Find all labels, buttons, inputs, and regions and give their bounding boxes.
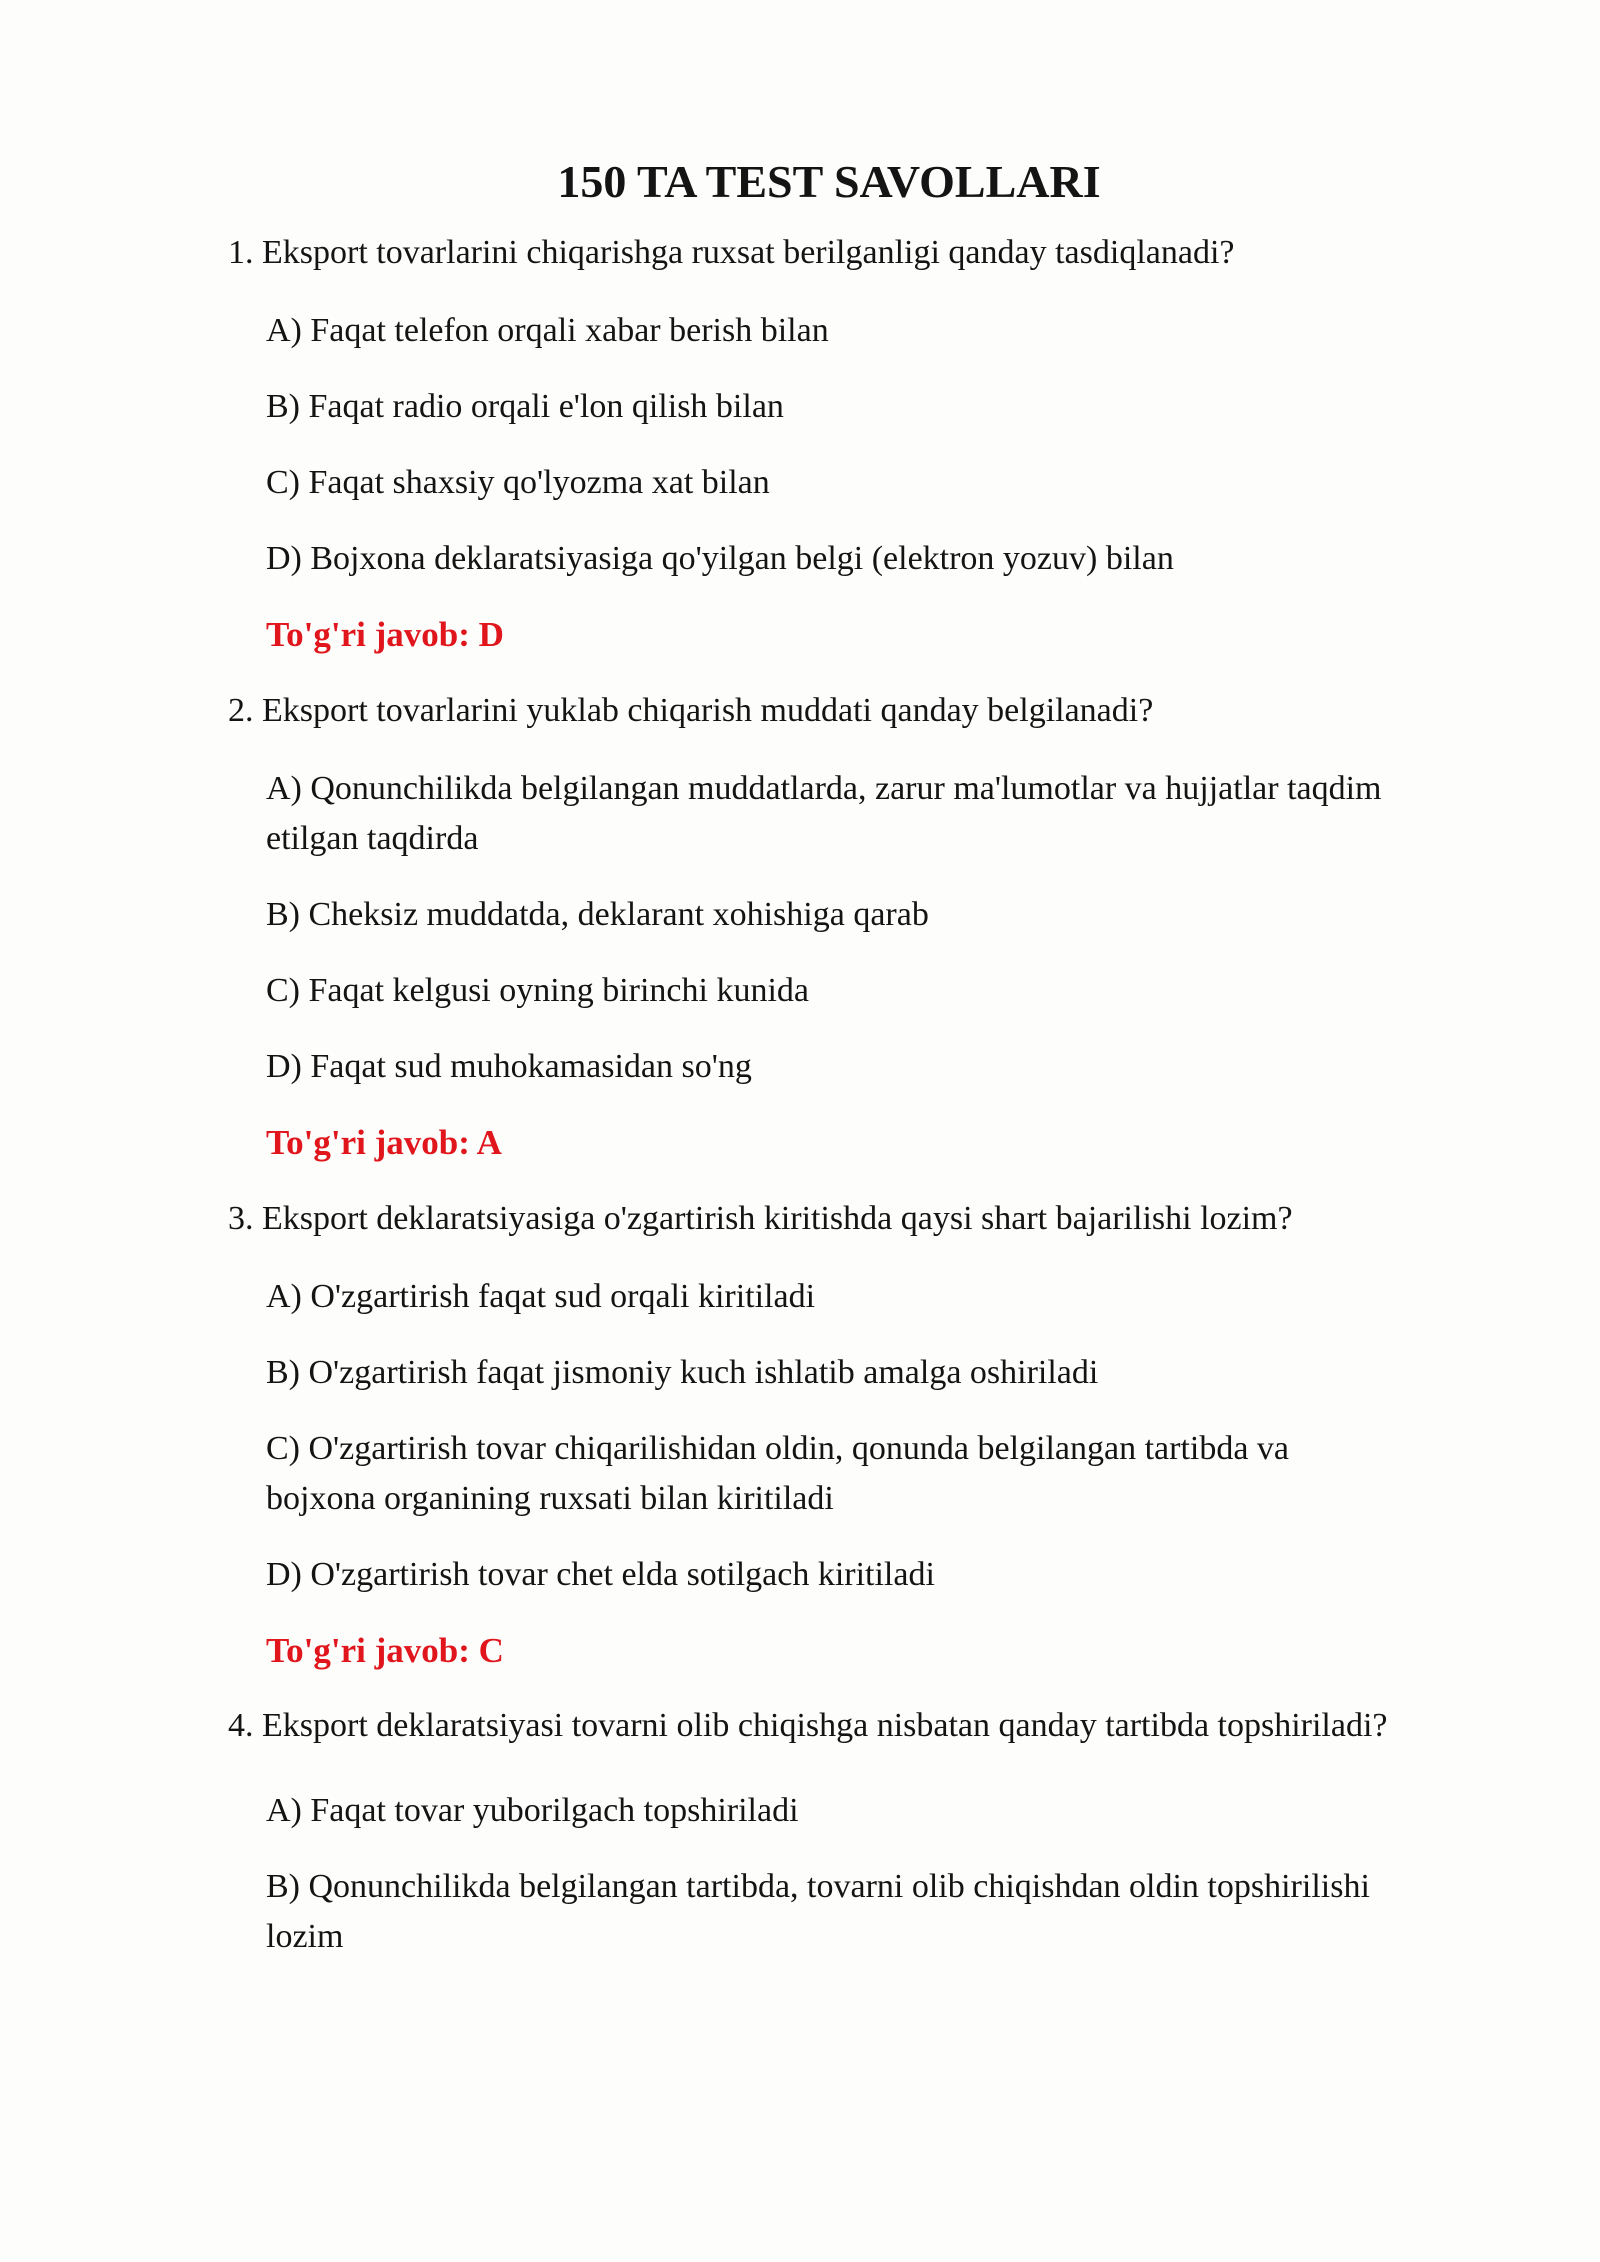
question-text: 2. Eksport tovarlarini yuklab chiqarish muddati qanday belgilanadi?	[228, 692, 1154, 729]
option-c: C) Faqat shaxsiy qo'lyozma xat bilan	[266, 464, 770, 501]
question-text: 3. Eksport deklaratsiyasiga o'zgartirish kiritishda qaysi shart bajarilishi lozim?	[228, 1200, 1293, 1237]
options-list	[266, 306, 1400, 584]
options-list	[266, 764, 1400, 1092]
correct-answer: To'g'ri javob: C	[266, 1631, 504, 1670]
option-c: C) Faqat kelgusi oyning birinchi kunida	[266, 972, 809, 1009]
options-list	[266, 1272, 1400, 1600]
question-text: 4. Eksport deklaratsiyasi tovarni olib chiqishga nisbatan qanday tartibda topshiriladi?	[228, 1707, 1388, 1744]
option-a: A) Qonunchilikda belgilangan muddatlarda, zarur ma'lumotlar va hujjatlar taqdim etilgan taqdirda	[266, 770, 1382, 857]
option-a: A) O'zgartirish faqat sud orqali kiritiladi	[266, 1278, 816, 1315]
option-d: D) O'zgartirish tovar chet elda sotilgach kiritiladi	[266, 1556, 935, 1593]
option-c: C) O'zgartirish tovar chiqarilishidan oldin, qonunda belgilangan tartibda va bojxona organining ruxsati bilan kiritiladi	[266, 1430, 1290, 1517]
option-b: B) O'zgartirish faqat jismoniy kuch ishlatib amalga oshiriladi	[266, 1354, 1099, 1391]
question-block-3	[228, 1194, 1400, 1676]
page-title: 150 TA TEST SAVOLLARI	[557, 156, 1101, 207]
option-b: B) Qonunchilikda belgilangan tartibda, tovarni olib chiqishdan oldin topshirilishi lozim	[266, 1868, 1370, 1955]
question-block-1	[228, 228, 1400, 660]
options-list	[266, 1786, 1400, 1962]
option-a: A) Faqat tovar yuborilgach topshiriladi	[266, 1792, 799, 1829]
question-block-2	[228, 686, 1400, 1168]
option-b: B) Faqat radio orqali e'lon qilish bilan	[266, 388, 784, 425]
question-text: 1. Eksport tovarlarini chiqarishga ruxsat berilganligi qanday tasdiqlanadi?	[228, 234, 1235, 271]
correct-answer: To'g'ri javob: D	[266, 615, 504, 654]
option-b: B) Cheksiz muddatda, deklarant xohishiga qarab	[266, 896, 929, 933]
option-d: D) Faqat sud muhokamasidan so'ng	[266, 1048, 752, 1085]
correct-answer: To'g'ri javob: A	[266, 1123, 502, 1162]
option-a: A) Faqat telefon orqali xabar berish bilan	[266, 312, 829, 349]
option-d: D) Bojxona deklaratsiyasiga qo'yilgan belgi (elektron yozuv) bilan	[266, 540, 1174, 577]
question-block-4	[228, 1694, 1400, 1962]
